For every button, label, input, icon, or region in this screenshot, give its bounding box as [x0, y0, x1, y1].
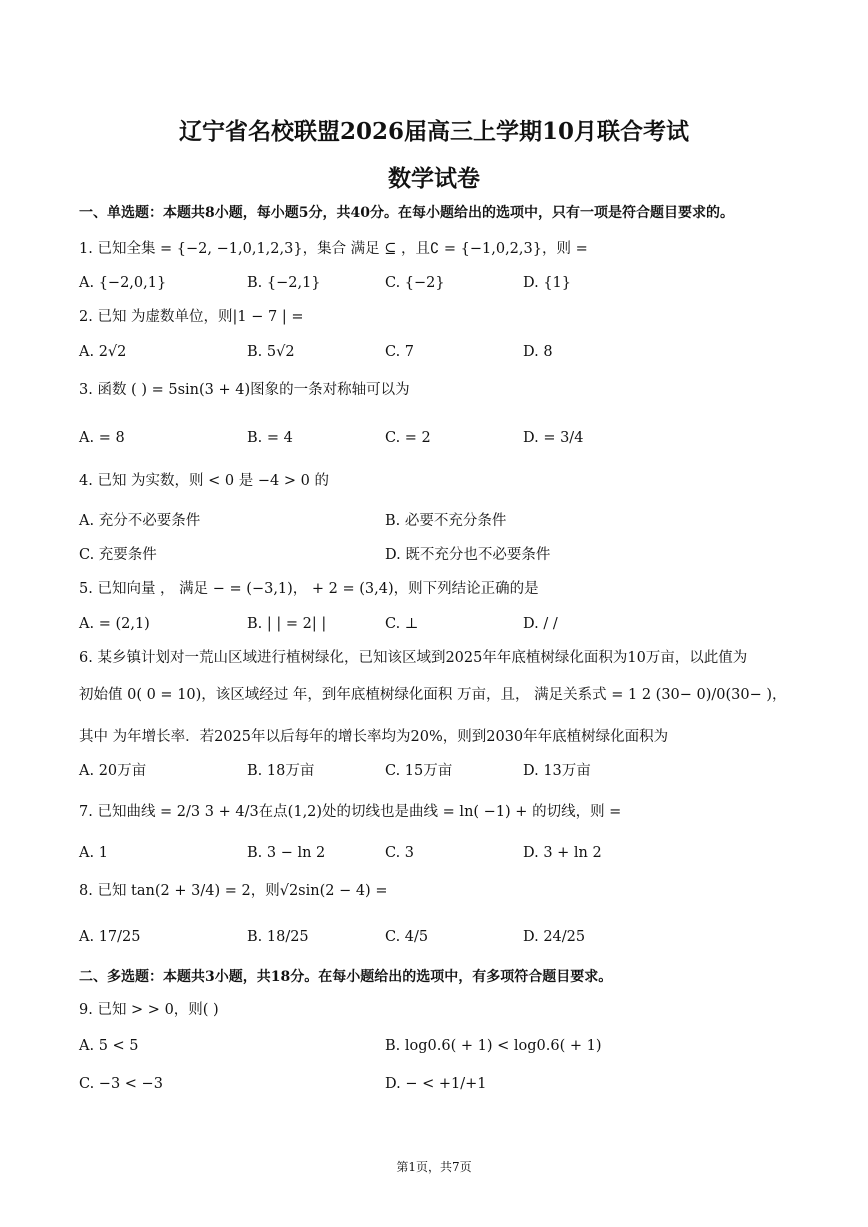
question-1-option-b: B. {−2,1}	[247, 275, 321, 291]
question-6-option-a: A. 20万亩	[79, 763, 147, 779]
question-1-option-a: A. {−2,0,1}	[79, 275, 167, 291]
question-6-option-d: D. 13万亩	[523, 763, 591, 779]
question-5-option-a: A. = (2,1)	[79, 616, 150, 632]
exam-subtitle: 数学试卷	[388, 165, 480, 192]
question-2-option-c: C. 7	[385, 344, 415, 360]
question-5-stem: 5. 已知向量 ， 满足 − = (−3,1)， + 2 = (3,4)，则下列结论正确的是	[79, 581, 539, 597]
question-8-option-d: D. 24/25	[523, 929, 586, 945]
question-1-option-d: D. {1}	[523, 275, 572, 291]
question-3-option-c: C. = 2	[385, 430, 431, 446]
question-3-option-d: D. = 3/4	[523, 430, 584, 446]
question-4-option-c: C. 充要条件	[79, 547, 157, 563]
question-8-option-a: A. 17/25	[79, 929, 141, 945]
question-7-option-d: D. 3 + ln 2	[523, 845, 602, 861]
section-1-heading: 一、单选题：本题共8小题，每小题5分，共40分。在每小题给出的选项中，只有一项是符合题目要求的。	[79, 205, 734, 221]
question-9-option-b: B. log0.6( + 1) < log0.6( + 1)	[385, 1038, 602, 1054]
question-2-option-a: A. 2√2	[79, 344, 127, 360]
question-6-option-c: C. 15万亩	[385, 763, 453, 779]
question-8-option-b: B. 18/25	[247, 929, 309, 945]
question-1-option-c: C. {−2}	[385, 275, 445, 291]
question-5-option-c: C. ⊥	[385, 616, 419, 632]
question-9-stem: 9. 已知 > > 0，则( )	[79, 1002, 219, 1018]
question-8-stem: 8. 已知 tan(2 + 3/4) = 2，则√2sin(2 − 4) =	[79, 883, 388, 899]
question-3-stem: 3. 函数 ( ) = 5sin(3 + 4)图象的一条对称轴可以为	[79, 382, 410, 398]
question-8-option-c: C. 4/5	[385, 929, 429, 945]
exam-title: 辽宁省名校联盟2026届高三上学期10月联合考试	[178, 118, 690, 145]
question-7-option-a: A. 1	[79, 845, 108, 861]
question-6-option-b: B. 18万亩	[247, 763, 315, 779]
question-5-option-d: D. / /	[523, 616, 558, 632]
question-4-stem: 4. 已知 为实数，则 < 0 是 −4 > 0 的	[79, 473, 329, 489]
question-3-option-a: A. = 8	[79, 430, 125, 446]
question-7-stem: 7. 已知曲线 = 2/3 3 + 4/3在点(1,2)处的切线也是曲线 = ln( −1) + 的切线，则 =	[79, 804, 622, 820]
question-9-option-c: C. −3 < −3	[79, 1076, 163, 1092]
question-4-option-b: B. 必要不充分条件	[385, 513, 507, 529]
question-7-option-c: C. 3	[385, 845, 415, 861]
question-4-option-d: D. 既不充分也不必要条件	[385, 547, 551, 563]
question-4-option-a: A. 充分不必要条件	[79, 513, 201, 529]
question-7-option-b: B. 3 − ln 2	[247, 845, 326, 861]
question-6-line-3: 其中 为年增长率．若2025年以后每年的增长率均为20%，则到2030年年底植树绿化面积为	[79, 729, 669, 745]
page-footer: 第1页，共7页	[396, 1160, 472, 1174]
question-2-option-b: B. 5√2	[247, 344, 295, 360]
question-3-option-b: B. = 4	[247, 430, 293, 446]
question-2-stem: 2. 已知 为虚数单位，则|1 − 7 | =	[79, 309, 304, 325]
question-1-stem: 1. 已知全集 = {−2, −1,0,1,2,3}，集合 满足 ⊆ ，且∁ = {−1,0,2,3}，则 =	[79, 241, 588, 257]
question-6-line-2: 初始值 0( 0 = 10)，该区域经过 年，到年底植树绿化面积 万亩，且， 满足关系式 = 1 2 (30− 0)/0(30− )，	[79, 687, 787, 703]
question-9-option-d: D. − < +1/+1	[385, 1076, 487, 1092]
question-6-line-1: 6. 某乡镇计划对一荒山区域进行植树绿化，已知该区域到2025年年底植树绿化面积为10万亩，以此值为	[79, 650, 748, 666]
section-2-heading: 二、多选题：本题共3小题，共18分。在每小题给出的选项中，有多项符合题目要求。	[79, 969, 613, 985]
question-9-option-a: A. 5 < 5	[79, 1038, 139, 1054]
question-5-option-b: B. | | = 2| |	[247, 616, 327, 632]
question-2-option-d: D. 8	[523, 344, 553, 360]
